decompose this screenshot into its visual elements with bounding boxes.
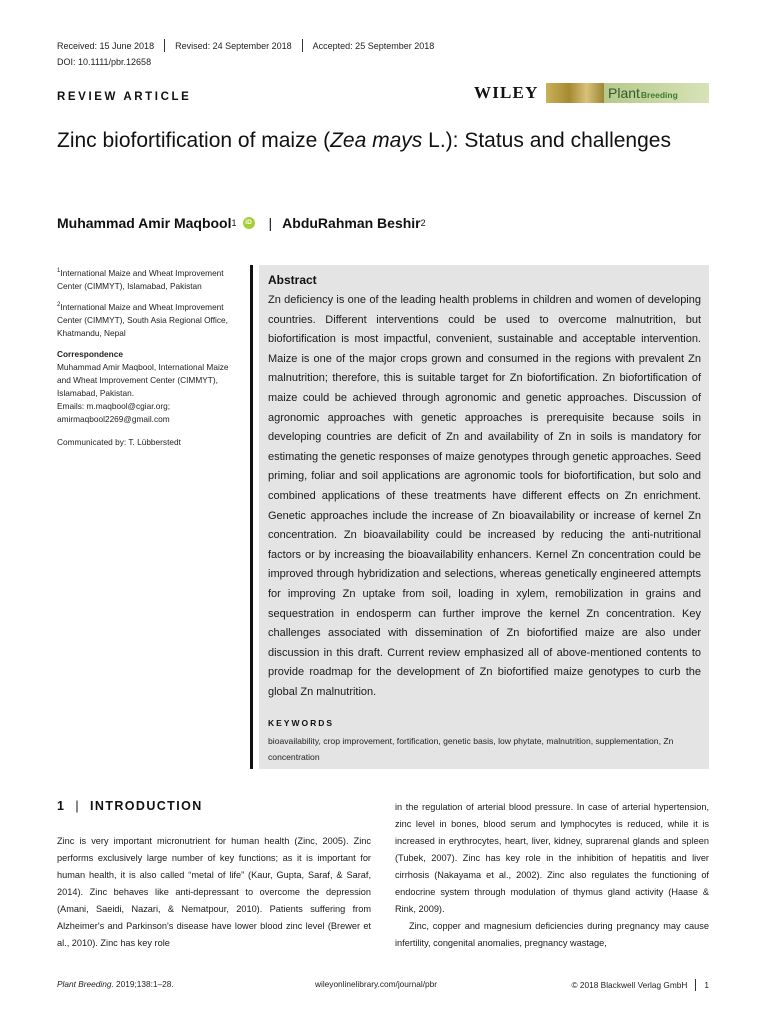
- correspondence-text: Muhammad Amir Maqbool, International Maize and Wheat Improvement Center (CIMMYT), Islamabad, Pakistan.: [57, 361, 229, 398]
- section-heading: [57, 799, 203, 813]
- communicated-by: Communicated by: T. Lübberstedt: [57, 436, 181, 447]
- wiley-logo: WILEY: [474, 83, 539, 102]
- journal-logo-text: [604, 83, 709, 103]
- wheat-image-icon: [546, 83, 604, 103]
- abstract-text: Zn deficiency is one of the leading health problems in children and women of developing countries. Different interventions could be used to overcome malnutrition, but biofortification is most impactful, convenient, sustainable and acceptable intervention. Maize is one of the major crops grown and consumed in the regions with prevalent Zn malnutrition; therefore, this is suitable target for Zn biofortification. Zn biofortification of maize could be achieved through agronomic and genetic approaches. Discussion of agronomic approaches with genetic approaches is prerequisite because soils in developing countries are deficit of Zn and availability of Zn in soils is mandatory for estimating the genetic responses of maize genotypes through genetic approaches. Seed priming, foliar and soil applications are agronomic tools for biofortification, but solo and combined applications of these treatments have different effects on Zn enrichment. Genetic approaches include the increase of Zn bioavailability or increase of kernel Zn concentration. Zn bioavailability could be increased by reducing the anti-nutritional factors or by increasing the bioavailability enhancers. Kernel Zn concentration could be improved through hybridization and selections, whereas genetically engineered attempts for improving Zn uptake from soil, loading in xylem, remobilization in grains and sequestration in endosperm can further improve the kernel Zn concentration. Key challenges associated with dissemination of Zn biofortified maize are also under discussion in this draft. Current review emphasized all of above-mentioned contents to provide roadmap for the development of Zn biofortified maize genotypes to curb the global Zn malnutrition.: [268, 294, 701, 698]
- title-suffix: L.): Status and challenges: [422, 129, 671, 152]
- keywords-list: bioavailability, crop improvement, fortification, genetic basis, low phytate, malnutrition, supplementation, Zn concentration: [268, 736, 674, 762]
- section-number: 1: [57, 799, 66, 813]
- affiliation-1: [57, 265, 242, 293]
- footer-url[interactable]: wileyonlinelibrary.com/journal/pbr: [315, 979, 438, 989]
- footer-journal: Plant Breeding: [57, 979, 112, 989]
- affiliation-marker: 2: [420, 218, 426, 228]
- body-column-left: [57, 833, 371, 952]
- footer-citation: [57, 979, 174, 989]
- divider: [164, 39, 165, 52]
- footer-right: [572, 979, 710, 991]
- author-separator: |: [268, 215, 273, 231]
- correspondence-label: Correspondence: [57, 348, 123, 359]
- author-name[interactable]: Muhammad Amir Maqbool: [57, 215, 232, 231]
- section-separator: |: [75, 799, 81, 813]
- body-column-right: [395, 799, 709, 952]
- affiliation-2: [57, 299, 242, 340]
- article-title: [57, 125, 677, 156]
- author-name[interactable]: AbduRahman Beshir: [282, 215, 421, 231]
- affiliation-text: International Maize and Wheat Improvement Center (CIMMYT), Islamabad, Pakistan: [57, 267, 224, 291]
- body-paragraph: in the regulation of arterial blood pressure. In case of arterial hypertension, zinc level in bones, blood serum and lymphocytes is reduced, while it is increased in erythrocytes, heart, liver, kidney, suprarenal glands and spleen (Tubek, 2007). Zinc has key role in the inhibition of hepatitis and liver cirrhosis (Nakayama et al., 2002). Zinc also regulates the functioning of endocrine system through modulation of thymus gland activity (Haase & Rink, 2009).: [395, 802, 709, 914]
- affiliation-number: 2: [57, 301, 61, 308]
- body-paragraph: Zinc, copper and magnesium deficiencies during pregnancy may cause infertility, congenital anomalies, pregnancy wastage,: [395, 921, 709, 948]
- orcid-icon[interactable]: iD: [243, 217, 255, 229]
- footer-volume: . 2019;138:1–28.: [111, 979, 174, 989]
- affiliations-sidebar: [57, 265, 242, 455]
- article-type-label: REVIEW ARTICLE: [57, 91, 192, 103]
- title-prefix: Zinc biofortification of maize (: [57, 129, 331, 152]
- correspondence-emails[interactable]: Emails: m.maqbool@cgiar.org; amirmaqbool2269@gmail.com: [57, 400, 171, 424]
- keywords-heading: KEYWORDS: [268, 718, 335, 728]
- abstract-heading: Abstract: [268, 273, 317, 287]
- title-species: Zea mays: [330, 129, 423, 152]
- revised-date: Revised: 24 September 2018: [175, 40, 292, 51]
- body-paragraph: Zinc is very important micronutrient for human health (Zinc, 2005). Zinc performs exclusively large number of key functions; as it is important for human health, it is also called “metal of life” (Kaur, Gupta, Saraf, & Saraf, 2014). Zinc behaves like anti-depressant to overcome the depression (Amani, Saeidi, Nazari, & Nematpour, 2010). Patients suffering from Alzheimer's and Parkinson's disease have lower blood zinc level (Brewer et al., 2010). Zinc has key role: [57, 836, 371, 948]
- journal-logo-breeding: Breeding: [640, 90, 678, 100]
- divider: [302, 39, 303, 52]
- page-number: 1: [704, 980, 709, 990]
- section-title: INTRODUCTION: [90, 799, 203, 813]
- affiliation-number: 1: [57, 268, 61, 274]
- divider: [695, 979, 696, 991]
- footer-copyright: © 2018 Blackwell Verlag GmbH: [571, 980, 688, 990]
- publication-dates: [57, 39, 434, 52]
- affiliation-text: International Maize and Wheat Improvement Center (CIMMYT), South Asia Regional Office, Khatmandu, Nepal: [57, 301, 228, 338]
- author-list: [57, 215, 426, 231]
- received-date: Received: 15 June 2018: [57, 40, 155, 51]
- abstract-rule: [250, 265, 253, 769]
- affiliation-marker: 1: [231, 218, 237, 228]
- plant-breeding-logo: [546, 83, 709, 103]
- doi: DOI: 10.1111/pbr.12658: [57, 57, 152, 67]
- journal-logo-plant: Plant: [608, 85, 640, 101]
- accepted-date: Accepted: 25 September 2018: [312, 40, 435, 51]
